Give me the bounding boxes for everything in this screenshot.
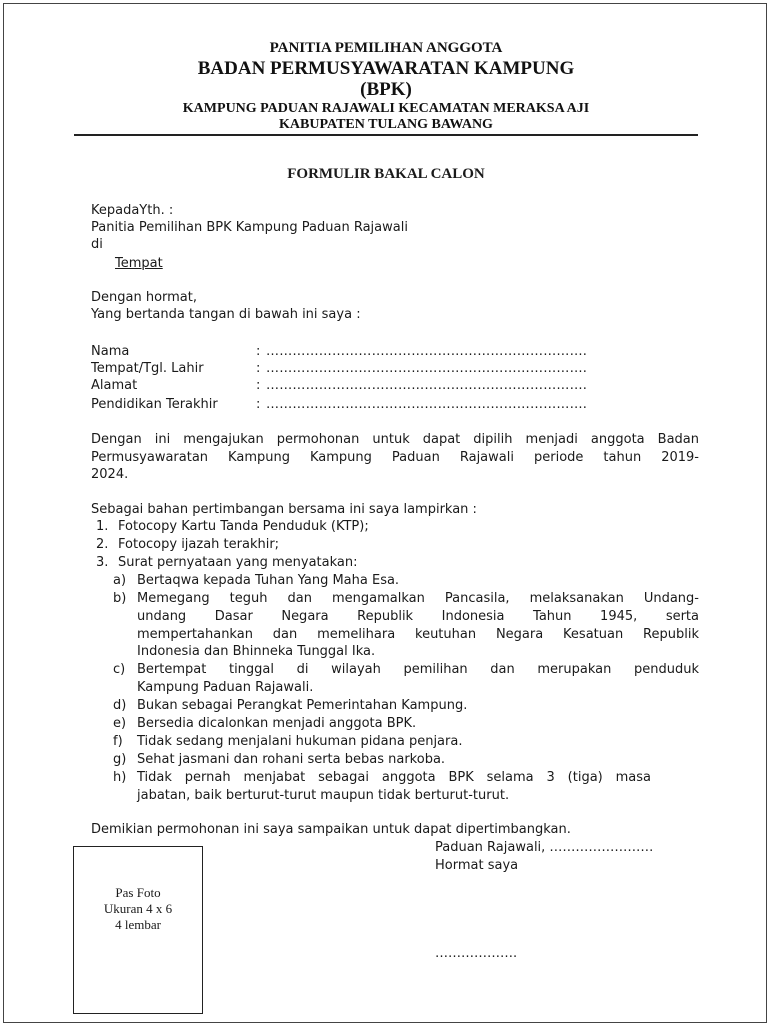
field-colon: : bbox=[256, 378, 261, 393]
field-label-address: Alamat bbox=[91, 378, 138, 393]
statement-letter: b) bbox=[113, 591, 127, 606]
request-line: Dengan ini mengajukan permohonan untuk dapat dipilih menjadi anggota Badan bbox=[91, 432, 699, 447]
statement-line: mempertahankan dan memelihara keutuhan Negara Kesatuan Republik bbox=[137, 627, 699, 642]
address-recipient: Panitia Pemilihan BPK Kampung Paduan Rajawali bbox=[91, 220, 408, 235]
statement-letter: g) bbox=[113, 752, 127, 767]
statement-line: Bertempat tinggal di wilayah pemilihan dan merupakan penduduk bbox=[137, 662, 699, 677]
address-di: di bbox=[91, 237, 103, 252]
attachment-item: Fotocopy Kartu Tanda Penduduk (KTP); bbox=[118, 519, 369, 534]
statement-letter: c) bbox=[113, 662, 126, 677]
statement-line: Sehat jasmani dan rohani serta bebas narkoba. bbox=[137, 752, 446, 767]
photo-box bbox=[73, 846, 203, 1014]
photo-size: Ukuran 4 x 6 bbox=[103, 901, 173, 916]
statement-line: Bersedia dicalonkan menjadi anggota BPK. bbox=[137, 716, 417, 731]
address-place: Tempat bbox=[115, 256, 163, 271]
field-label-birth: Tempat/Tgl. Lahir bbox=[91, 361, 204, 376]
attachment-num: 3. bbox=[96, 555, 109, 570]
request-line: Permusyawaratan Kampung Kampung Paduan Rajawali periode tahun 2019- bbox=[91, 450, 699, 465]
field-dots-address: ………………………………………………………………. bbox=[266, 378, 588, 393]
statement-line: undang Dasar Negara Republik Indonesia Tahun 1945, serta bbox=[137, 609, 699, 624]
form-title: FORMULIR BAKAL CALON bbox=[287, 166, 485, 182]
field-label-education: Pendidikan Terakhir bbox=[91, 397, 218, 412]
statement-line: Indonesia dan Bhinneka Tunggal Ika. bbox=[137, 644, 376, 659]
closing-line: Demikian permohonan ini saya sampaikan untuk dapat dipertimbangkan. bbox=[91, 822, 571, 837]
statement-letter: d) bbox=[113, 698, 127, 713]
header-abbrev: (BPK) bbox=[360, 79, 412, 100]
field-dots-birth: ………………………………………………………………. bbox=[266, 361, 588, 376]
signature-regards: Hormat saya bbox=[435, 858, 519, 873]
address-to: KepadaYth. : bbox=[91, 203, 174, 218]
field-dots-name: ………………………………………………………………. bbox=[266, 344, 588, 359]
request-line: 2024. bbox=[91, 467, 129, 482]
field-colon: : bbox=[256, 397, 261, 412]
header-divider bbox=[74, 134, 698, 136]
attachment-item: Fotocopy ijazah terakhir; bbox=[118, 537, 280, 552]
statement-letter: f) bbox=[113, 734, 123, 749]
statement-line: Kampung Paduan Rajawali. bbox=[137, 680, 314, 695]
greeting-intro: Yang bertanda tangan di bawah ini saya : bbox=[91, 307, 361, 322]
signature-place-date: Paduan Rajawali, …………………… bbox=[435, 840, 654, 855]
statement-line: Bukan sebagai Perangkat Pemerintahan Kampung. bbox=[137, 698, 468, 713]
attachment-num: 2. bbox=[96, 537, 109, 552]
statement-letter: h) bbox=[113, 770, 127, 785]
statement-line: jabatan, baik berturut-turut maupun tidak berturut-turut. bbox=[137, 788, 510, 803]
greeting-line: Dengan hormat, bbox=[91, 290, 198, 305]
statement-line: Memegang teguh dan mengamalkan Pancasila, melaksanakan Undang- bbox=[137, 591, 699, 606]
field-dots-education: ………………………………………………………………. bbox=[266, 397, 588, 412]
statement-line: Tidak sedang menjalani hukuman pidana penjara. bbox=[137, 734, 463, 749]
statement-letter: e) bbox=[113, 716, 127, 731]
signature-name-line: ………………. bbox=[435, 946, 518, 961]
field-colon: : bbox=[256, 344, 261, 359]
statement-letter: a) bbox=[113, 573, 127, 588]
statement-line: Bertaqwa kepada Tuhan Yang Maha Esa. bbox=[137, 573, 400, 588]
header-regency: KABUPATEN TULANG BAWANG bbox=[279, 117, 493, 132]
header-committee: PANITIA PEMILIHAN ANGGOTA bbox=[269, 40, 503, 56]
statement-line: Tidak pernah menjabat sebagai anggota BPK selama 3 (tiga) masa bbox=[137, 770, 651, 785]
attachments-intro: Sebagai bahan pertimbangan bersama ini saya lampirkan : bbox=[91, 502, 477, 517]
attachment-num: 1. bbox=[96, 519, 109, 534]
attachment-item: Surat pernyataan yang menyatakan: bbox=[118, 555, 358, 570]
header-village: KAMPUNG PADUAN RAJAWALI KECAMATAN MERAKSA AJI bbox=[182, 101, 590, 116]
header-council: BADAN PERMUSYAWARATAN KAMPUNG bbox=[197, 58, 575, 79]
photo-count: 4 lembar bbox=[115, 917, 161, 932]
field-label-name: Nama bbox=[91, 344, 130, 359]
photo-label: Pas Foto bbox=[115, 885, 161, 900]
field-colon: : bbox=[256, 361, 261, 376]
